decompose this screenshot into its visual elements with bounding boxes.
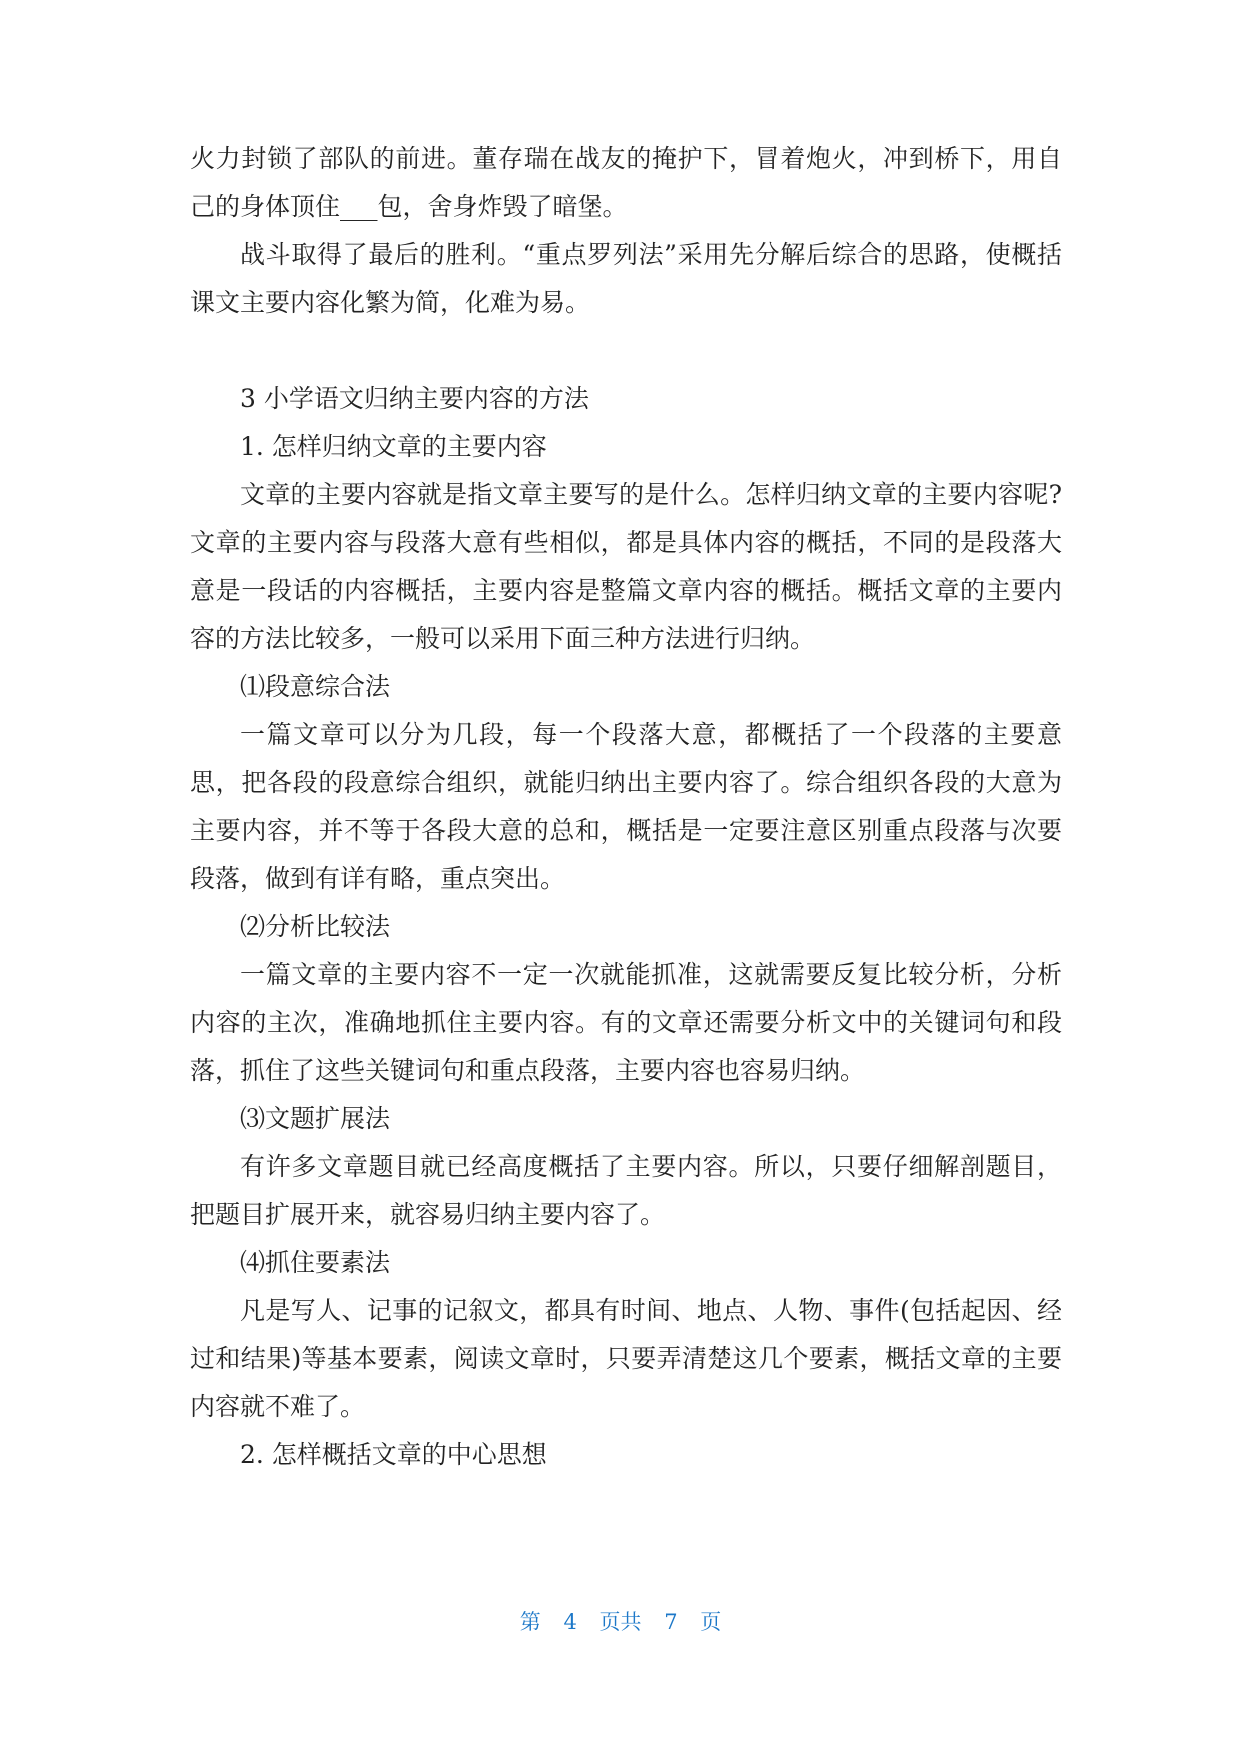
intro-paragraph: 文章的主要内容就是指文章主要写的是什么。怎样归纳文章的主要内容呢?文章的主要内容与段落大意有些相似，都是具体内容的概括，不同的是段落大意是一段话的内容概括，主要内容是整篇文章内容的概括。概括文章的主要内容的方法比较多，一般可以采用下面三种方法进行归纳。 — [190, 480, 1062, 653]
method-paragraph: 有许多文章题目就已经高度概括了主要内容。所以，只要仔细解剖题目，把题目扩展开来，就容易归纳主要内容了。 — [190, 1152, 1062, 1229]
method-title: ⑴段意综合法 — [240, 672, 391, 701]
subsection-title: 2. 怎样概括文章的中心思想 — [240, 1440, 547, 1469]
method-title: ⑷抓住要素法 — [240, 1248, 391, 1277]
footer-current-page: 4 — [563, 1610, 577, 1634]
section-title: 3 小学语文归纳主要内容的方法 — [240, 384, 589, 413]
method-paragraph: 一篇文章的主要内容不一定一次就能抓准，这就需要反复比较分析，分析内容的主次，准确地抓住主要内容。有的文章还需要分析文中的关键词句和段落，抓住了这些关键词句和重点段落，主要内容也容易归纳。 — [190, 960, 1062, 1085]
footer-suffix: 页 — [700, 1610, 722, 1634]
footer-total-pages: 7 — [664, 1610, 678, 1634]
continuation-paragraph: 火力封锁了部队的前进。董存瑞在战友的掩护下，冒着炮火，冲到桥下，用自己的身体顶住___包，舍身炸毁了暗堡。 — [190, 144, 1062, 221]
page-footer — [0, 1606, 1241, 1636]
method-paragraph: 凡是写人、记事的记叙文，都具有时间、地点、人物、事件(包括起因、经过和结果)等基本要素，阅读文章时，只要弄清楚这几个要素，概括文章的主要内容就不难了。 — [190, 1296, 1062, 1421]
method-title: ⑵分析比较法 — [240, 912, 391, 941]
subsection-title: 1. 怎样归纳文章的主要内容 — [240, 432, 547, 461]
continuation-paragraph: 战斗取得了最后的胜利。“重点罗列法”采用先分解后综合的思路，使概括课文主要内容化繁为简，化难为易。 — [190, 240, 1062, 317]
section-spacer — [190, 327, 1062, 375]
footer-prefix: 第 — [519, 1610, 541, 1634]
method-paragraph: 一篇文章可以分为几段，每一个段落大意，都概括了一个段落的主要意思，把各段的段意综合组织，就能归纳出主要内容了。综合组织各段的大意为主要内容，并不等于各段大意的总和，概括是一定要注意区别重点段落与次要段落，做到有详有略，重点突出。 — [190, 720, 1062, 893]
method-title: ⑶文题扩展法 — [240, 1104, 391, 1133]
footer-middle: 页共 — [599, 1610, 642, 1634]
document-body — [190, 135, 1062, 1479]
